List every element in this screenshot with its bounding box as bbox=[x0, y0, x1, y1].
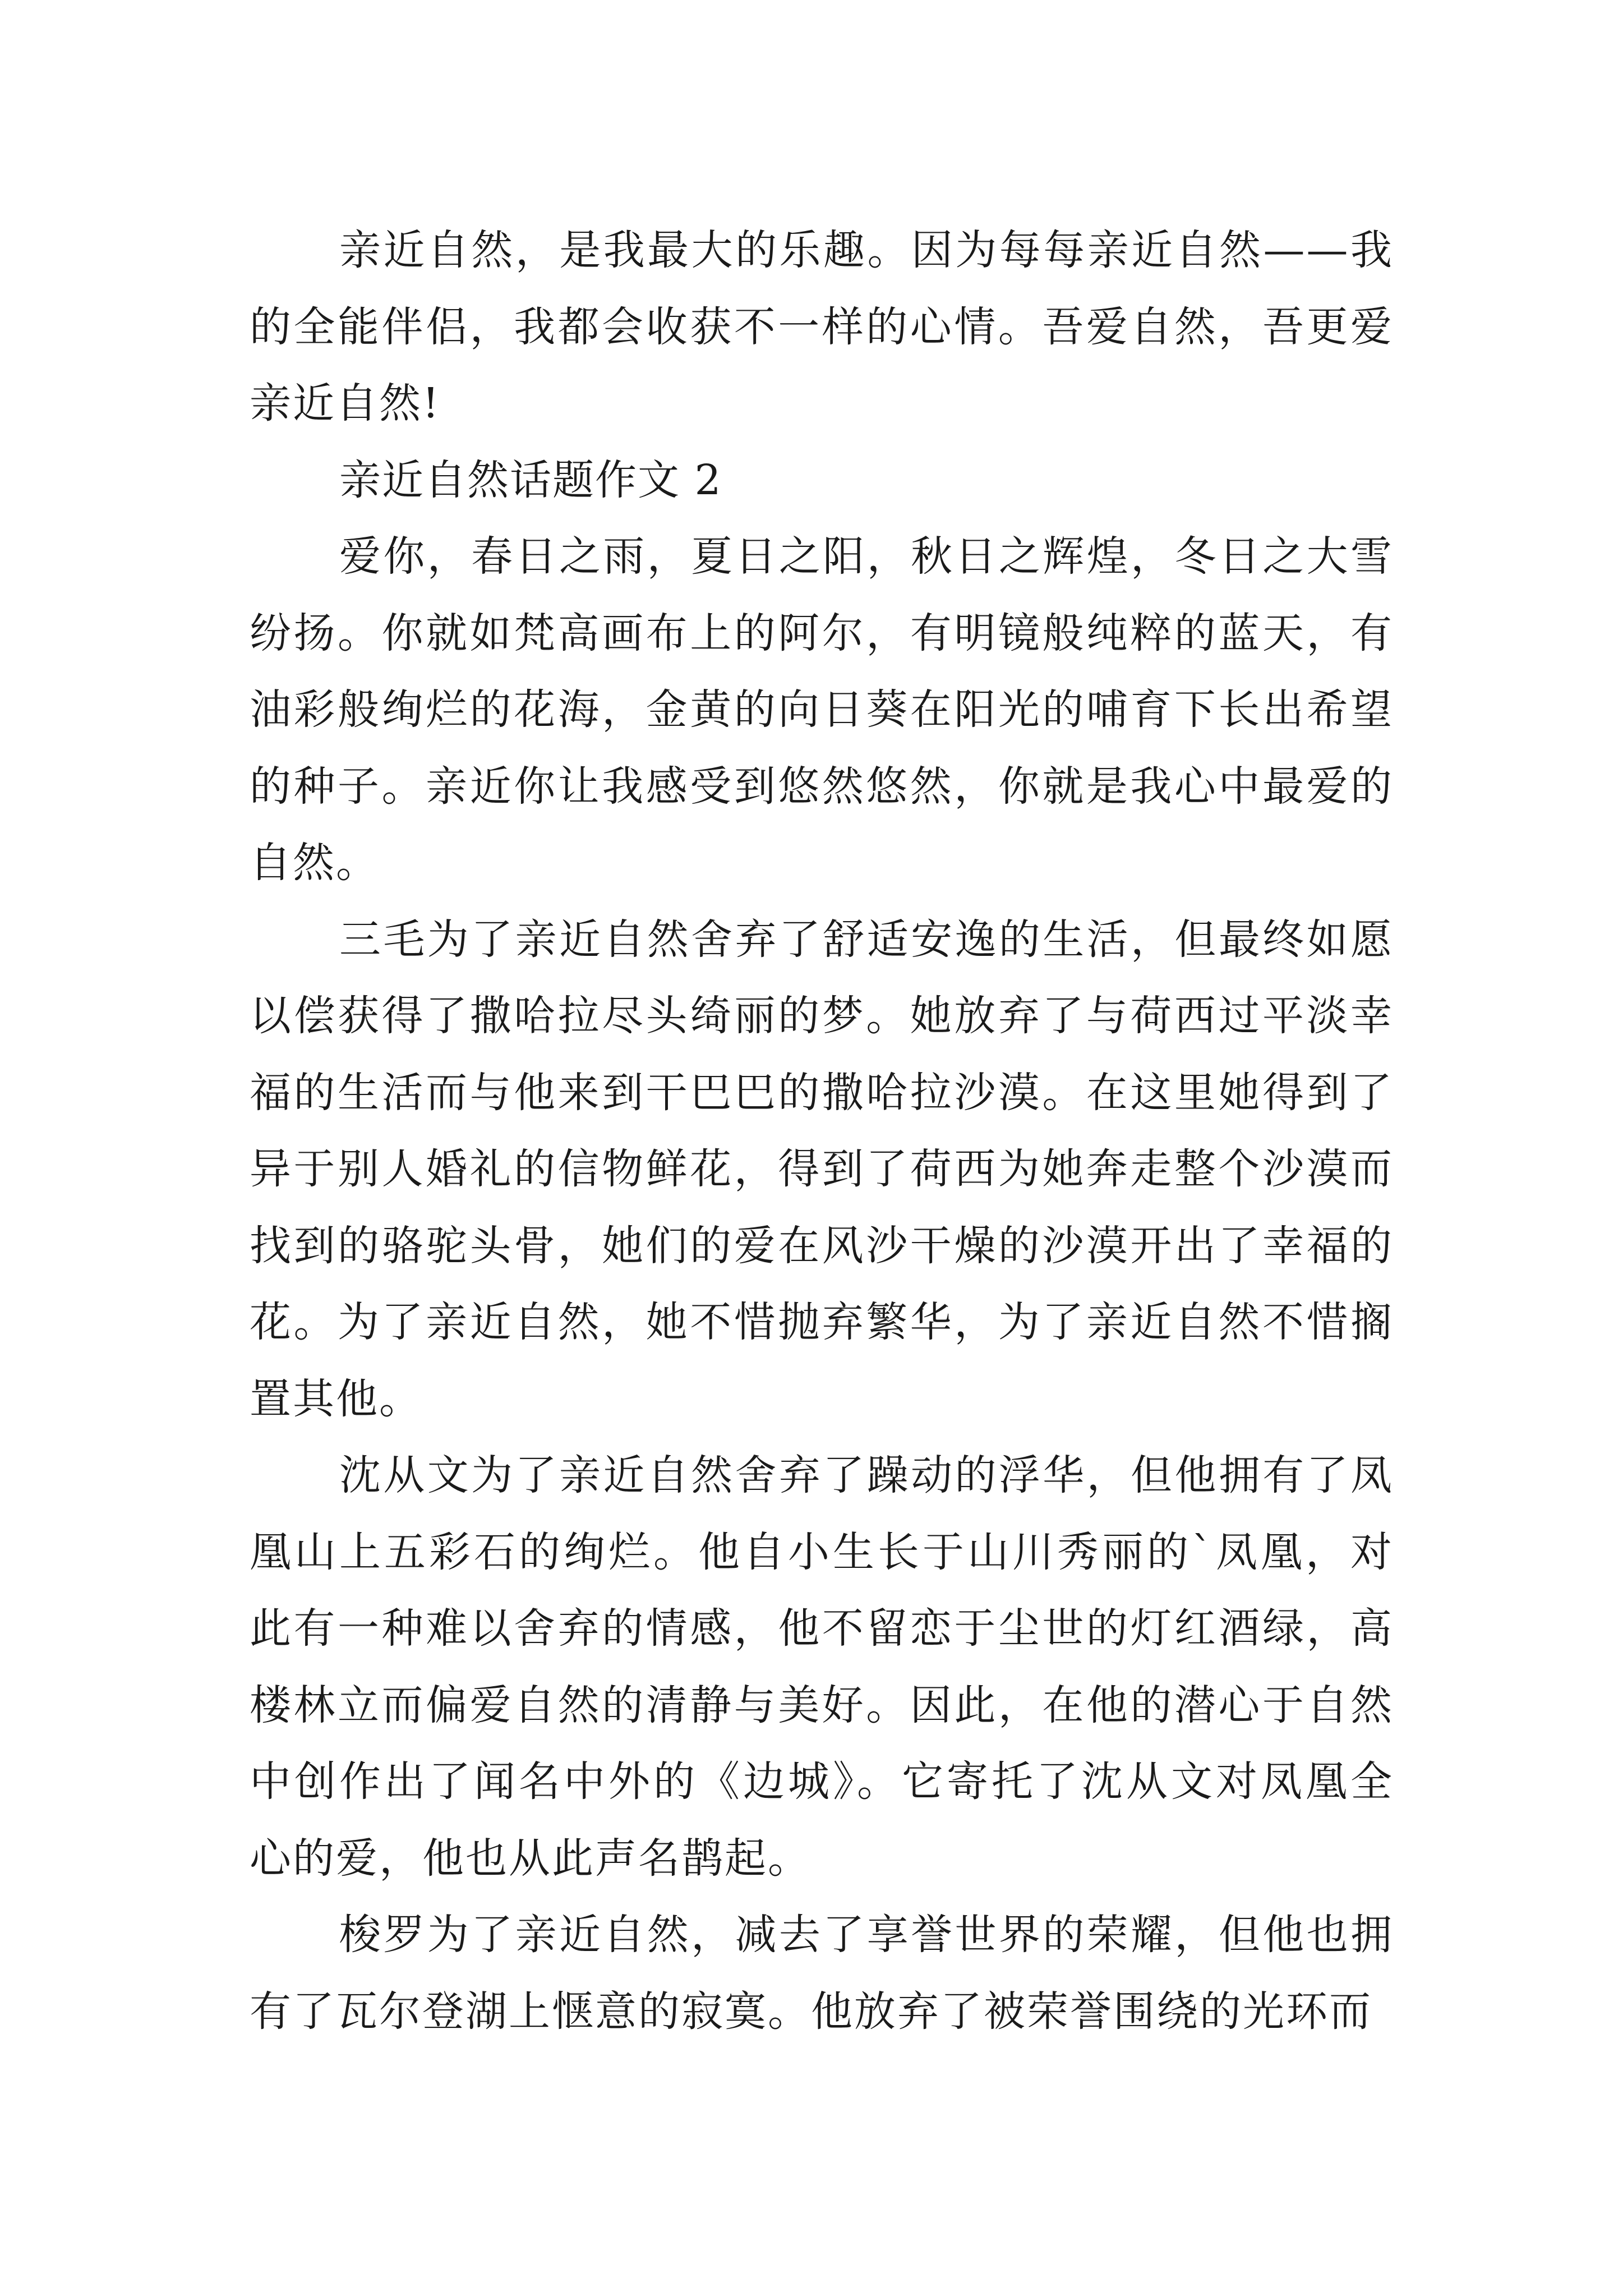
paragraph-3: 三毛为了亲近自然舍弃了舒适安逸的生活，但最终如愿以偿获得了撒哈拉尽头绮丽的梦。她放弃了与荷西过平淡幸福的生活而与他来到干巴巴的撒哈拉沙漠。在这里她得到了异于别人婚礼的信物鲜花，得到了荷西为她奔走整个沙漠而找到的骆驼头骨，她们的爱在风沙干燥的沙漠开出了幸福的花。为了亲近自然，她不惜抛弃繁华，为了亲近自然不惜搁置其他。 bbox=[250, 915, 1394, 1423]
paragraph-4: 沈从文为了亲近自然舍弃了躁动的浮华，但他拥有了凤凰山上五彩石的绚烂。他自小生长于山川秀丽的`凤凰，对此有一种难以舍弃的情感，他不留恋于尘世的灯红酒绿，高楼林立而偏爱自然的清静与美好。因此，在他的潜心于自然中创作出了闻名中外的《边城》。它寄托了沈从文对凤凰全心的爱，他也从此声名鹊起。 bbox=[250, 1451, 1394, 1883]
paragraph-1: 亲近自然，是我最大的乐趣。因为每每亲近自然——我的全能伴侣，我都会收获不一样的心情。吾爱自然，吾更爱亲近自然! bbox=[250, 226, 1394, 427]
section-heading: 亲近自然话题作文 2 bbox=[339, 455, 722, 504]
paragraph-2: 爱你，春日之雨，夏日之阳，秋日之辉煌，冬日之大雪纷扬。你就如梵高画布上的阿尔，有明镜般纯粹的蓝天，有油彩般绚烂的花海，金黄的向日葵在阳光的哺育下长出希望的种子。亲近你让我感受到悠然悠然，你就是我心中最爱的自然。 bbox=[250, 532, 1394, 887]
paragraph-5: 梭罗为了亲近自然，减去了享誉世界的荣耀，但他也拥有了瓦尔登湖上惬意的寂寞。他放弃了被荣誉围绕的光环而 bbox=[250, 1911, 1394, 2036]
document-body bbox=[250, 212, 1394, 2050]
